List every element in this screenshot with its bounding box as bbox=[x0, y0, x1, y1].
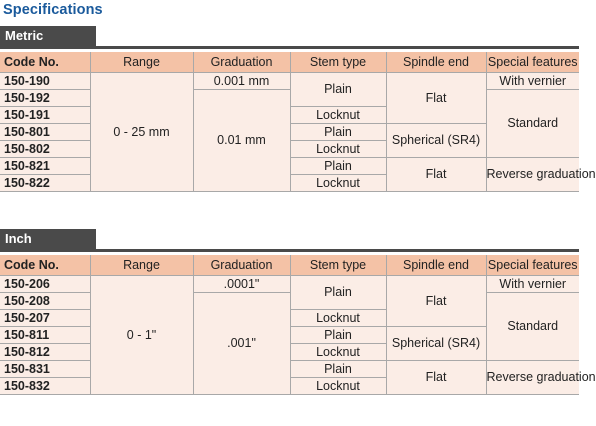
code-cell: 150-832 bbox=[0, 378, 90, 395]
stem-type-cell: Plain bbox=[290, 73, 386, 107]
stem-type-cell: Locknut bbox=[290, 141, 386, 158]
special-feature-cell: Standard bbox=[486, 90, 579, 158]
metric-section-header bbox=[0, 26, 579, 49]
inch-spec-table bbox=[0, 255, 596, 395]
code-cell: 150-811 bbox=[0, 327, 90, 344]
spindle-end-cell: Spherical (SR4) bbox=[386, 327, 486, 361]
code-cell: 150-831 bbox=[0, 361, 90, 378]
code-cell: 150-191 bbox=[0, 107, 90, 124]
stem-type-cell: Locknut bbox=[290, 175, 386, 192]
code-cell: 150-208 bbox=[0, 293, 90, 310]
special-feature-cell: With vernier bbox=[486, 73, 579, 90]
metric-tab: Metric bbox=[0, 26, 96, 46]
table-row bbox=[0, 73, 579, 90]
special-feature-cell: Reverse graduation bbox=[486, 361, 579, 395]
spindle-end-cell: Spherical (SR4) bbox=[386, 124, 486, 158]
spindle-end-cell: Flat bbox=[386, 158, 486, 192]
header-graduation: Graduation bbox=[193, 255, 290, 276]
range-cell: 0 - 1" bbox=[90, 276, 193, 395]
header-code-no: Code No. bbox=[0, 255, 90, 276]
code-cell: 150-206 bbox=[0, 276, 90, 293]
table-row bbox=[0, 90, 579, 107]
graduation-cell: .0001" bbox=[193, 276, 290, 293]
code-cell: 150-802 bbox=[0, 141, 90, 158]
stem-type-cell: Locknut bbox=[290, 378, 386, 395]
stem-type-cell: Plain bbox=[290, 276, 386, 310]
table-row bbox=[0, 361, 579, 378]
header-range: Range bbox=[90, 52, 193, 73]
metric-spec-table bbox=[0, 52, 596, 192]
page-title: Specifications bbox=[3, 2, 103, 18]
stem-type-cell: Plain bbox=[290, 158, 386, 175]
code-cell: 150-190 bbox=[0, 73, 90, 90]
spindle-end-cell: Flat bbox=[386, 73, 486, 124]
stem-type-cell: Plain bbox=[290, 327, 386, 344]
code-cell: 150-801 bbox=[0, 124, 90, 141]
header-spindle-end: Spindle end bbox=[386, 52, 486, 73]
table-header-row bbox=[0, 52, 579, 73]
header-code-no: Code No. bbox=[0, 52, 90, 73]
code-cell: 150-192 bbox=[0, 90, 90, 107]
inch-tab: Inch bbox=[0, 229, 96, 249]
header-stem-type: Stem type bbox=[290, 255, 386, 276]
header-spindle-end: Spindle end bbox=[386, 255, 486, 276]
header-stem-type: Stem type bbox=[290, 52, 386, 73]
range-cell: 0 - 25 mm bbox=[90, 73, 193, 192]
header-range: Range bbox=[90, 255, 193, 276]
code-cell: 150-822 bbox=[0, 175, 90, 192]
header-special-features: Special features bbox=[486, 52, 579, 73]
header-graduation: Graduation bbox=[193, 52, 290, 73]
stem-type-cell: Plain bbox=[290, 124, 386, 141]
special-feature-cell: Standard bbox=[486, 293, 579, 361]
code-cell: 150-812 bbox=[0, 344, 90, 361]
spindle-end-cell: Flat bbox=[386, 276, 486, 327]
header-special-features: Special features bbox=[486, 255, 579, 276]
stem-type-cell: Locknut bbox=[290, 310, 386, 327]
table-row bbox=[0, 276, 579, 293]
inch-section-header bbox=[0, 229, 579, 252]
code-cell: 150-821 bbox=[0, 158, 90, 175]
stem-type-cell: Locknut bbox=[290, 107, 386, 124]
table-row bbox=[0, 293, 579, 310]
table-row bbox=[0, 158, 579, 175]
table-header-row bbox=[0, 255, 579, 276]
code-cell: 150-207 bbox=[0, 310, 90, 327]
graduation-cell: 0.01 mm bbox=[193, 90, 290, 192]
special-feature-cell: Reverse graduation bbox=[486, 158, 579, 192]
graduation-cell: 0.001 mm bbox=[193, 73, 290, 90]
stem-type-cell: Locknut bbox=[290, 344, 386, 361]
graduation-cell: .001" bbox=[193, 293, 290, 395]
special-feature-cell: With vernier bbox=[486, 276, 579, 293]
spindle-end-cell: Flat bbox=[386, 361, 486, 395]
stem-type-cell: Plain bbox=[290, 361, 386, 378]
